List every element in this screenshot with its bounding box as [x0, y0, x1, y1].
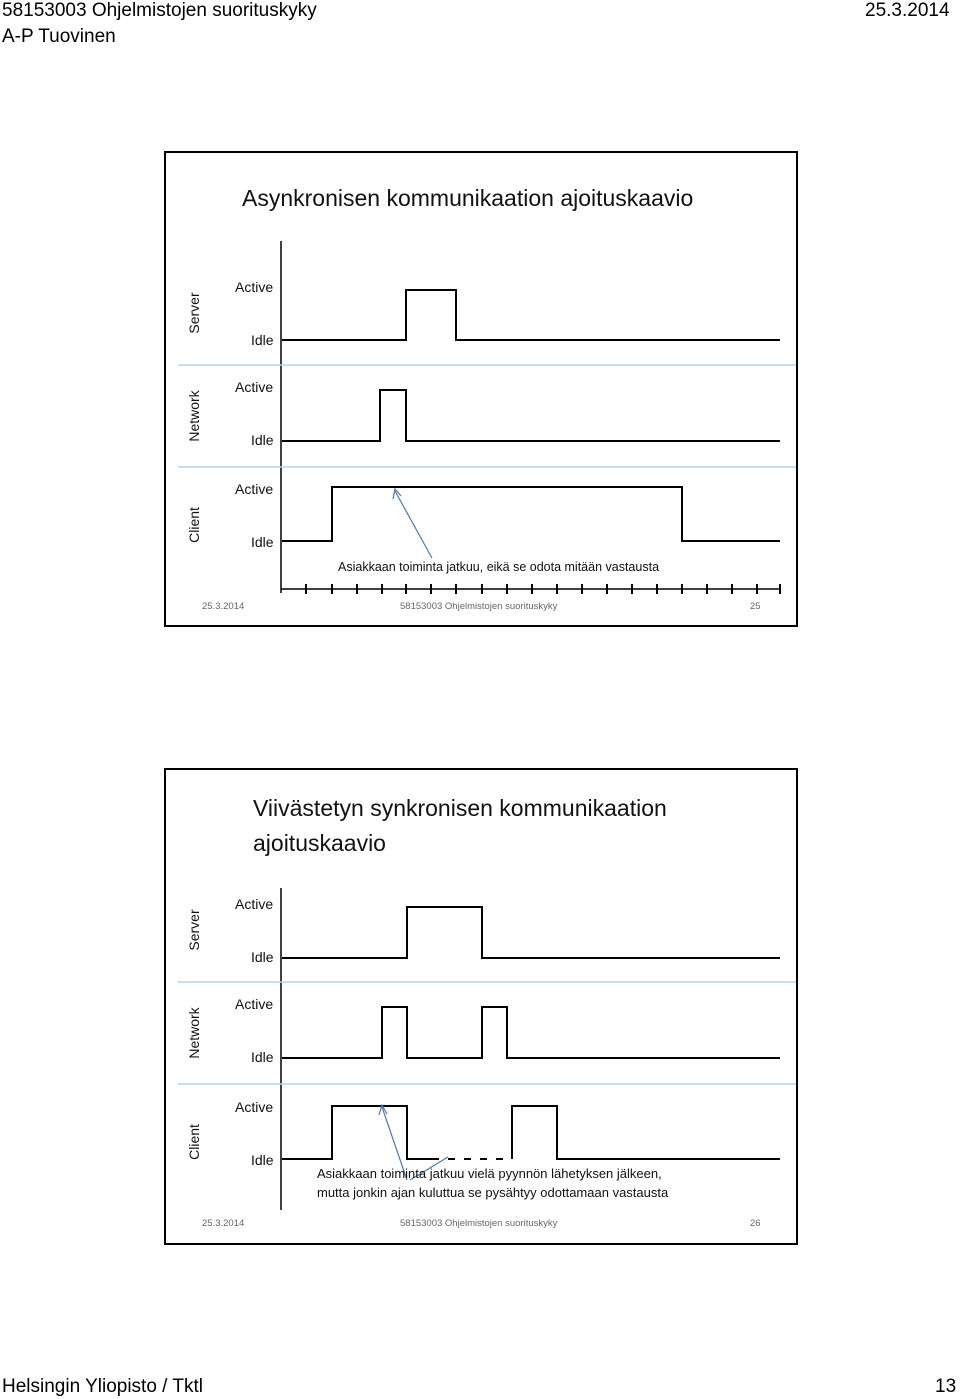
slide-title: Asynkronisen kommunikaation ajoituskaavio	[242, 185, 694, 211]
row-label-network: Network	[186, 1007, 202, 1059]
client-signal	[282, 1106, 432, 1159]
client-signal	[282, 487, 780, 541]
slide-page-number: 25	[750, 601, 761, 612]
network-signal	[282, 390, 780, 441]
row-label-server: Server	[186, 909, 202, 951]
server-signal	[282, 290, 780, 340]
diagram-note: Asiakkaan toiminta jatkuu, eikä se odota mitään vastausta	[338, 560, 660, 574]
row-label-server: Server	[186, 292, 202, 334]
server-signal	[282, 907, 780, 958]
diagram-note-line-1: Asiakkaan toiminta jatkuu vielä pyynnön lähetyksen jälkeen,	[317, 1166, 662, 1181]
state-idle-label: Idle	[251, 1049, 274, 1065]
timing-diagram	[166, 770, 796, 1243]
client-signal	[512, 1106, 780, 1159]
row-label-client: Client	[186, 1124, 202, 1160]
state-active-label: Active	[235, 996, 274, 1012]
footer-institution: Helsingin Yliopisto / Tktl	[2, 1376, 204, 1397]
network-signal	[282, 1007, 780, 1058]
row-label-network: Network	[186, 390, 202, 442]
slide-footer-date: 25.3.2014	[202, 1218, 245, 1229]
header-date: 25.3.2014	[865, 0, 950, 21]
timing-diagram	[166, 153, 796, 625]
diagram-note-line-2: mutta jonkin ajan kuluttua se pysähtyy odottamaan vastausta	[317, 1185, 669, 1200]
state-active-label: Active	[235, 1099, 274, 1115]
slide-page-number: 26	[750, 1218, 761, 1229]
slide-title: Viivästetyn synkronisen kommunikaation ajoituskaavio	[253, 795, 667, 856]
slide-25	[164, 151, 798, 627]
state-idle-label: Idle	[251, 332, 274, 348]
state-active-label: Active	[235, 279, 274, 295]
header-course: 58153003 Ohjelmistojen suorituskyky	[2, 0, 317, 21]
state-idle-label: Idle	[251, 1152, 274, 1168]
state-idle-label: Idle	[251, 534, 274, 550]
state-active-label: Active	[235, 481, 274, 497]
slide-footer-course: 58153003 Ohjelmistojen suorituskyky	[400, 601, 558, 612]
state-idle-label: Idle	[251, 432, 274, 448]
state-idle-label: Idle	[251, 949, 274, 965]
header-author: A-P Tuovinen	[2, 26, 116, 47]
state-active-label: Active	[235, 896, 274, 912]
row-label-client: Client	[186, 507, 202, 543]
state-active-label: Active	[235, 379, 274, 395]
slide-footer-date: 25.3.2014	[202, 601, 245, 612]
slide-footer-course: 58153003 Ohjelmistojen suorituskyky	[400, 1218, 558, 1229]
footer-page-number: 13	[935, 1376, 957, 1397]
slide-26	[164, 768, 798, 1245]
